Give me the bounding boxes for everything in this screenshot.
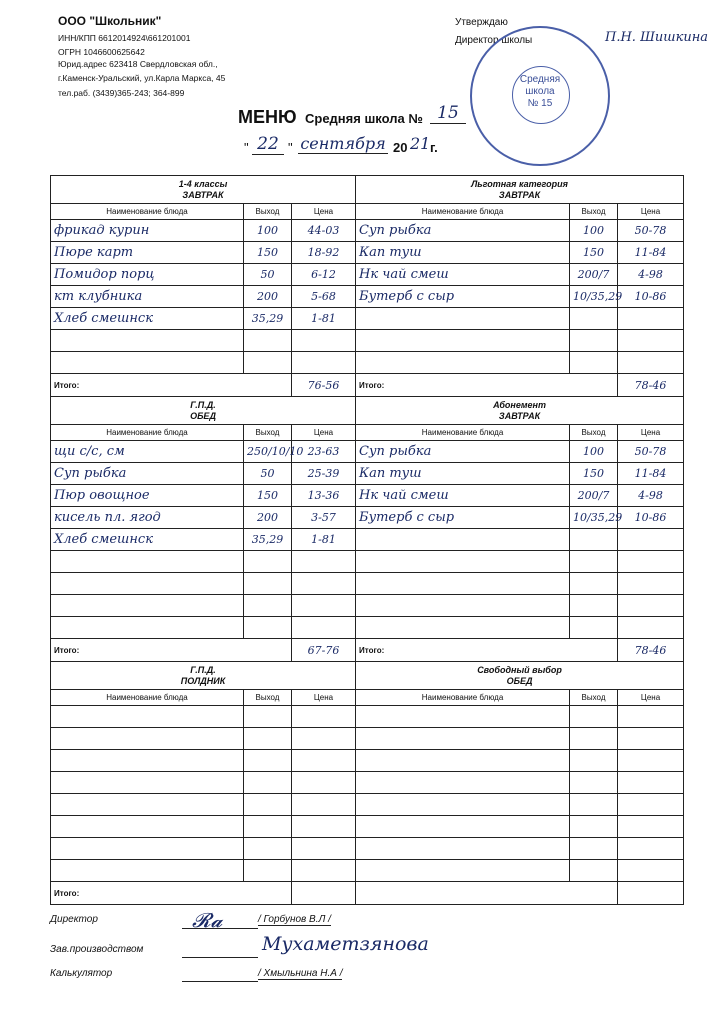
dish-yield (244, 595, 292, 617)
dish-yield (570, 617, 618, 639)
dish-yield: 10/35,29 (570, 507, 618, 529)
dish-yield (244, 706, 292, 728)
menu-table (50, 175, 684, 905)
dish-name (51, 617, 244, 639)
section-title-line-1: Г.П.Д. (190, 399, 216, 410)
table-row (51, 551, 684, 573)
dish-name (51, 330, 244, 352)
total-label (356, 374, 618, 397)
table-row (51, 728, 684, 750)
dish-price: 23-63 (292, 441, 356, 463)
dish-price (292, 595, 356, 617)
dish-price (292, 816, 356, 838)
total-label (51, 374, 292, 397)
school-label: Средняя школа № (305, 111, 423, 126)
dish-yield (570, 595, 618, 617)
dish-name (356, 330, 570, 352)
dish-yield (244, 728, 292, 750)
total-label-text: Итого: (54, 380, 80, 390)
date-month: сентября (298, 134, 388, 154)
dish-yield: 50 (244, 463, 292, 485)
table-row (51, 441, 684, 463)
table-row (51, 286, 684, 308)
section-title-left (51, 176, 356, 204)
section-title-right (356, 662, 684, 690)
dish-name (51, 860, 244, 882)
dish-yield (570, 794, 618, 816)
dish-name (356, 860, 570, 882)
sign-director-role: Директор (50, 914, 98, 925)
dish-name: Хлеб смешнск (51, 308, 244, 330)
dish-price: 10-86 (618, 286, 684, 308)
dish-yield (244, 838, 292, 860)
dish-price (618, 551, 684, 573)
section-title-line-2: ОБЕД (506, 675, 533, 686)
dish-yield: 35,29 (244, 308, 292, 330)
dish-name (51, 706, 244, 728)
org-address-1: Юрид.адрес 623418 Свердловская обл., (58, 59, 218, 69)
dish-yield (244, 772, 292, 794)
section-title-line-1: Льготная категория (471, 178, 568, 189)
total-label-text: Итого: (359, 645, 385, 655)
dish-yield (570, 330, 618, 352)
section-title-line-2: ЗАВТРАК (182, 189, 224, 200)
dish-name (356, 308, 570, 330)
total-label (51, 882, 292, 905)
table-row (51, 463, 684, 485)
dish-name (51, 728, 244, 750)
dish-yield: 10/35,29 (570, 286, 618, 308)
table-row (51, 330, 684, 352)
dish-yield (244, 617, 292, 639)
total-value (618, 882, 684, 905)
sign-chef-role: Зав.производством (50, 944, 144, 955)
dish-price: 44-03 (292, 220, 356, 242)
dish-price (292, 352, 356, 374)
dish-yield (570, 728, 618, 750)
col-header-price: Цена (618, 425, 684, 441)
dish-price (618, 728, 684, 750)
dish-price (292, 772, 356, 794)
dish-yield: 250/10/10 (244, 441, 292, 463)
dish-name: Суп рыбка (51, 463, 244, 485)
dish-yield (570, 816, 618, 838)
dish-price (618, 595, 684, 617)
stamp-line-3: № 15 (527, 98, 553, 109)
org-address-2: г.Каменск-Уральский, ул.Карла Маркса, 45 (58, 73, 226, 83)
dish-name (51, 794, 244, 816)
dish-name (356, 551, 570, 573)
dish-name (51, 772, 244, 794)
dish-price (618, 772, 684, 794)
dish-name (356, 595, 570, 617)
dish-name: Кап туш (356, 242, 570, 264)
dish-price (618, 573, 684, 595)
director-label: Директор школы (455, 35, 533, 46)
approve-label: Утверждаю (455, 17, 508, 28)
date-day: 22 (252, 134, 284, 155)
dish-yield (570, 352, 618, 374)
dish-price: 1-81 (292, 529, 356, 551)
table-row (51, 485, 684, 507)
dish-yield (244, 573, 292, 595)
dish-price: 18-92 (292, 242, 356, 264)
date-year-prefix: 20 (393, 140, 408, 155)
table-row (51, 352, 684, 374)
org-phone: тел.раб. (3439)365-243; 364-899 (58, 88, 185, 98)
dish-price (292, 706, 356, 728)
col-header-yield: Выход (570, 425, 618, 441)
dish-name (356, 728, 570, 750)
dish-name (51, 838, 244, 860)
dish-name: Помидор порц (51, 264, 244, 286)
dish-yield: 200 (244, 507, 292, 529)
col-header-yield: Выход (244, 204, 292, 220)
dish-price (618, 750, 684, 772)
col-header-name: Наименование блюда (51, 690, 244, 706)
total-label-text: Итого: (54, 888, 80, 898)
table-row (51, 617, 684, 639)
dish-yield (244, 860, 292, 882)
dish-name: кт клубника (51, 286, 244, 308)
table-row (51, 772, 684, 794)
table-row (51, 308, 684, 330)
dish-name (356, 794, 570, 816)
dish-price: 4-98 (618, 485, 684, 507)
dish-yield: 100 (244, 220, 292, 242)
director-signature: П.Н. Шишкина (605, 30, 709, 45)
dish-name (51, 352, 244, 374)
dish-yield: 50 (244, 264, 292, 286)
table-row (51, 264, 684, 286)
dish-yield: 150 (570, 463, 618, 485)
dish-price: 6-12 (292, 264, 356, 286)
total-value: 67-76 (292, 639, 356, 662)
sign-calc-name: / Хмыльнина Н.А / (258, 968, 343, 979)
dish-name (356, 816, 570, 838)
dish-yield: 100 (570, 441, 618, 463)
dish-name (356, 772, 570, 794)
section-title-line-2: ПОЛДНИК (180, 675, 226, 686)
table-row (51, 595, 684, 617)
dish-name: Бутерб с сыр (356, 286, 570, 308)
dish-name (356, 352, 570, 374)
col-header-yield: Выход (570, 204, 618, 220)
dish-price: 4-98 (618, 264, 684, 286)
dish-yield: 200/7 (570, 485, 618, 507)
dish-yield (570, 772, 618, 794)
dish-price: 10-86 (618, 507, 684, 529)
col-header-name: Наименование блюда (356, 690, 570, 706)
dish-price (292, 838, 356, 860)
stamp-text (518, 74, 562, 110)
dish-name: Суп рыбка (356, 441, 570, 463)
org-inn: ИНН/КПП 6612014924\661201001 (58, 33, 191, 43)
dish-yield (570, 308, 618, 330)
section-title-line-1: 1-4 классы (178, 178, 228, 189)
table-row (51, 750, 684, 772)
dish-name: Бутерб с сыр (356, 507, 570, 529)
dish-price (618, 838, 684, 860)
dish-price: 5-68 (292, 286, 356, 308)
school-number: 15 (430, 103, 466, 124)
dish-yield (570, 706, 618, 728)
col-header-yield: Выход (244, 425, 292, 441)
total-value: 78-46 (618, 374, 684, 397)
dish-price: 3-57 (292, 507, 356, 529)
dish-price (292, 860, 356, 882)
dish-yield (570, 529, 618, 551)
col-header-name: Наименование блюда (356, 425, 570, 441)
dish-price: 50-78 (618, 220, 684, 242)
dish-price (292, 330, 356, 352)
table-row (51, 838, 684, 860)
dish-yield (244, 330, 292, 352)
dish-name: Пюре карт (51, 242, 244, 264)
dish-name (356, 706, 570, 728)
col-header-yield: Выход (570, 690, 618, 706)
dish-name (356, 617, 570, 639)
dish-yield: 150 (570, 242, 618, 264)
dish-yield: 200/7 (570, 264, 618, 286)
dish-name: Суп рыбка (356, 220, 570, 242)
date-year: 21 (410, 134, 431, 153)
dish-yield: 100 (570, 220, 618, 242)
dish-yield (244, 794, 292, 816)
dish-price (618, 529, 684, 551)
dish-price (618, 352, 684, 374)
dish-name: Нк чай смеш (356, 485, 570, 507)
total-value (292, 882, 356, 905)
dish-name: фрикад курин (51, 220, 244, 242)
dish-name: Пюр овощное (51, 485, 244, 507)
sign-director-scribble: 𝓡𝓪 (192, 908, 223, 932)
dish-name (51, 551, 244, 573)
dish-price (292, 617, 356, 639)
dish-yield (570, 838, 618, 860)
total-label-text: Итого: (359, 380, 385, 390)
dish-name (356, 750, 570, 772)
dish-price (292, 551, 356, 573)
col-header-price: Цена (618, 690, 684, 706)
stamp-line-2: школа (525, 86, 555, 97)
stamp-line-1: Средняя (519, 74, 561, 85)
dish-yield (570, 750, 618, 772)
dish-yield (244, 750, 292, 772)
table-row (51, 220, 684, 242)
table-row (51, 860, 684, 882)
section-title-right (356, 397, 684, 425)
dish-yield (570, 573, 618, 595)
dish-price (292, 728, 356, 750)
section-title-line-2: ЗАВТРАК (498, 189, 541, 200)
sign-calc-role: Калькулятор (50, 968, 113, 979)
dish-price: 11-84 (618, 242, 684, 264)
dish-name (356, 573, 570, 595)
table-row (51, 794, 684, 816)
dish-price (618, 617, 684, 639)
dish-yield: 35,29 (244, 529, 292, 551)
col-header-yield: Выход (244, 690, 292, 706)
dish-price (292, 573, 356, 595)
col-header-price: Цена (618, 204, 684, 220)
section-title-line-1: Свободный выбор (477, 664, 562, 675)
section-title-line-2: ОБЕД (190, 410, 216, 421)
dish-price: 11-84 (618, 463, 684, 485)
col-header-price: Цена (292, 204, 356, 220)
dish-price (618, 308, 684, 330)
dish-yield (244, 551, 292, 573)
total-label (51, 639, 292, 662)
section-title-line-1: Г.П.Д. (190, 664, 216, 675)
total-label-text: Итого: (54, 645, 80, 655)
org-name: ООО "Школьник" (58, 14, 162, 28)
dish-yield (570, 551, 618, 573)
sign-director-name: / Горбунов В.Л / (258, 914, 331, 925)
total-value: 76-56 (292, 374, 356, 397)
col-header-name: Наименование блюда (51, 204, 244, 220)
dish-name (356, 838, 570, 860)
section-title-left (51, 662, 356, 690)
dish-name: Хлеб смешнск (51, 529, 244, 551)
menu-title: МЕНЮ (238, 107, 297, 127)
dish-yield (244, 816, 292, 838)
total-value: 78-46 (618, 639, 684, 662)
dish-price: 13-36 (292, 485, 356, 507)
table-row (51, 706, 684, 728)
col-header-price: Цена (292, 690, 356, 706)
dish-price: 1-81 (292, 308, 356, 330)
table-row (51, 529, 684, 551)
dish-price (618, 794, 684, 816)
dish-name: щи с/с, см (51, 441, 244, 463)
dish-price (618, 860, 684, 882)
total-label (356, 882, 618, 905)
col-header-name: Наименование блюда (51, 425, 244, 441)
dish-price (618, 816, 684, 838)
dish-name: кисель пл. ягод (51, 507, 244, 529)
dish-price: 25-39 (292, 463, 356, 485)
table-row (51, 507, 684, 529)
dish-price (292, 794, 356, 816)
section-title-line-1: Абонемент (493, 399, 546, 410)
dish-yield: 150 (244, 242, 292, 264)
dish-name (51, 816, 244, 838)
sign-chef-name: Мухаметзянова (262, 933, 429, 955)
dish-yield (244, 352, 292, 374)
dish-name (51, 573, 244, 595)
table-row (51, 573, 684, 595)
dish-price: 50-78 (618, 441, 684, 463)
dish-yield: 200 (244, 286, 292, 308)
dish-name (51, 595, 244, 617)
section-title-right (356, 176, 684, 204)
dish-yield (570, 860, 618, 882)
section-title-left (51, 397, 356, 425)
table-row (51, 242, 684, 264)
dish-name (356, 529, 570, 551)
dish-price (618, 706, 684, 728)
table-row (51, 816, 684, 838)
date-year-suffix: г. (430, 140, 438, 155)
dish-price (292, 750, 356, 772)
total-label (356, 639, 618, 662)
dish-price (618, 330, 684, 352)
col-header-price: Цена (292, 425, 356, 441)
dish-name: Кап туш (356, 463, 570, 485)
dish-yield: 150 (244, 485, 292, 507)
section-title-line-2: ЗАВТРАК (498, 410, 541, 421)
dish-name: Нк чай смеш (356, 264, 570, 286)
org-ogrn: ОГРН 1046600625642 (58, 47, 145, 57)
col-header-name: Наименование блюда (356, 204, 570, 220)
dish-name (51, 750, 244, 772)
